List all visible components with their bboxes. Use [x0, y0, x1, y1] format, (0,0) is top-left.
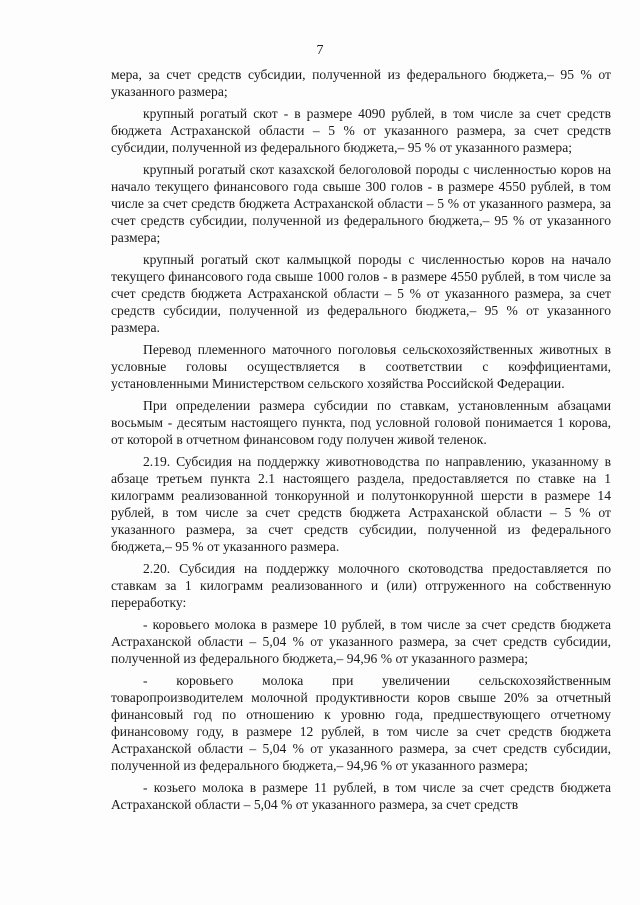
- paragraph: крупный рогатый скот - в размере 4090 рублей, в том числе за счет средств бюджета Астраханской области – 5 % от указанного размера, за счет средств субсидии, полученной из федерального бюджета,– 95 % от указанного размера;: [111, 106, 611, 155]
- list-item: - коровьего молока в размере 10 рублей, в том числе за счет средств бюджета Астраханской области – 5,04 % от указанного размера, за счет средств субсидии, полученной из федерального бюджета,– 94,96 % от указанного размера;: [111, 617, 611, 666]
- paragraph: Перевод племенного маточного поголовья сельскохозяйственных животных в условные головы осуществляется в соответствии с коэффициентами, установленными Министерством сельского хозяйства Российской Федерации.: [111, 342, 611, 391]
- paragraph: 2.20. Субсидия на поддержку молочного скотоводства предоставляется по ставкам за 1 килограмм реализованного и (или) отгруженного на собственную переработку:: [111, 561, 611, 610]
- paragraph: При определении размера субсидии по ставкам, установленным абзацами восьмым - десятым настоящего пункта, под условной головой понимается 1 корова, от которой в отчетном финансовом году получен живой теленок.: [111, 398, 611, 447]
- paragraph: 2.19. Субсидия на поддержку животноводства по направлению, указанному в абзаце третьем пункта 2.1 настоящего раздела, предоставляется по ставке на 1 килограмм реализованной тонкорунной и полутонкорунной шерсти в размере 14 рублей, в том числе за счет средств бюджета Астраханской области – 5 % от указанного размера, за счет средств субсидии, полученной из федерального бюджета,– 95 % от указанного размера.: [111, 454, 611, 554]
- paragraph: крупный рогатый скот казахской белоголовой породы с численностью коров на начало текущего финансового года свыше 300 голов - в размере 4550 рублей, в том числе за счет средств бюджета Астраханской области – 5 % от указанного размера, за счет средств субсидии, полученной из федерального бюджета,– 95 % от указанного размера;: [111, 162, 611, 245]
- paragraph: мера, за счет средств субсидии, полученной из федерального бюджета,– 95 % от указанного размера;: [111, 67, 611, 99]
- page-number: 7: [316, 43, 324, 58]
- document-body: [111, 66, 611, 818]
- list-item: - коровьего молока при увеличении сельскохозяйственным товаропроизводителем молочной продуктивности коров свыше 20% за отчетный финансовый год по отношению к уровню года, предшествующего отчетному финансовому году, в размере 12 рублей, в том числе за счет средств бюджета Астраханской области – 5,04 % от указанного размера, за счет средств субсидии, полученной из федерального бюджета,– 94,96 % от указанного размера;: [111, 673, 611, 773]
- list-item: - козьего молока в размере 11 рублей, в том числе за счет средств бюджета Астраханской области – 5,04 % от указанного размера, за счет средств: [111, 780, 611, 812]
- paragraph: крупный рогатый скот калмыцкой породы с численностью коров на начало текущего финансового года свыше 1000 голов - в размере 4550 рублей, в том числе за счет средств бюджета Астраханской области – 5 % от указанного размера, за счет средств субсидии, полученной из федерального бюджета,– 95 % от указанного размера.: [111, 252, 611, 335]
